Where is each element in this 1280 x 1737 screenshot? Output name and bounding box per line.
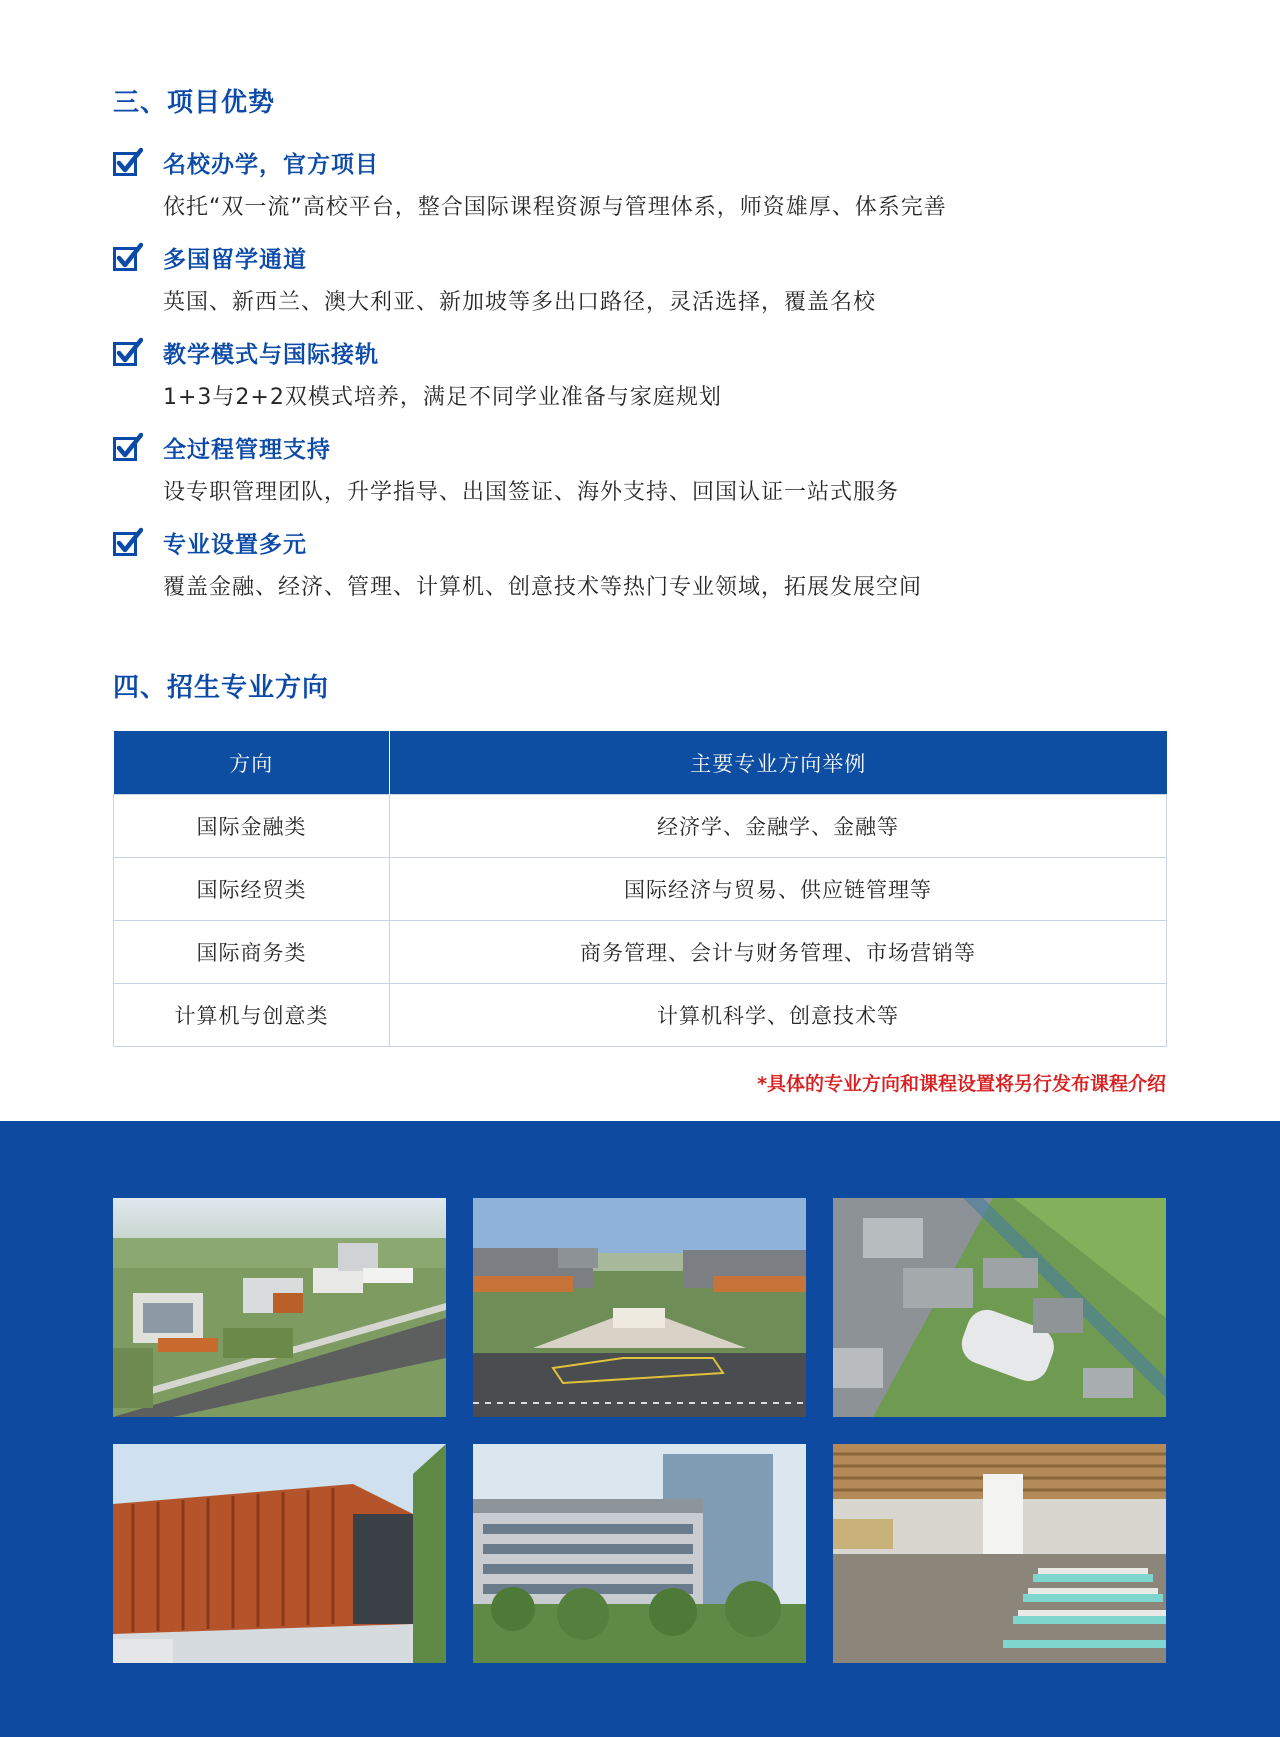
- table-header-row: [114, 731, 1167, 795]
- advantage-item: [113, 520, 1173, 615]
- table-cell-category: 国际金融类: [114, 795, 390, 858]
- canteen-interior-photo: [833, 1444, 1166, 1663]
- table-cell-category: 国际经贸类: [114, 858, 390, 921]
- advantages-list: [113, 140, 1173, 615]
- advantage-item: [113, 140, 1173, 235]
- table-row: [114, 984, 1167, 1047]
- table-row: [114, 858, 1167, 921]
- footnote: *具体的专业方向和课程设置将另行发布课程介绍: [757, 1073, 1166, 1095]
- advantage-title: 专业设置多元: [163, 531, 307, 558]
- table-cell-majors: 计算机科学、创意技术等: [390, 984, 1167, 1047]
- table-cell-majors: 经济学、金融学、金融等: [390, 795, 1167, 858]
- checkbox-checked-icon: [113, 527, 143, 557]
- campus-overhead-photo: [833, 1198, 1166, 1417]
- advantage-item: [113, 235, 1173, 330]
- campus-gate-photo: [473, 1198, 806, 1417]
- advantage-desc: 设专职管理团队，升学指导、出国签证、海外支持、回国认证一站式服务: [163, 480, 900, 505]
- advantage-desc: 英国、新西兰、澳大利亚、新加坡等多出口路径，灵活选择，覆盖名校: [163, 290, 877, 315]
- checkbox-checked-icon: [113, 242, 143, 272]
- advantage-desc: 覆盖金融、经济、管理、计算机、创意技术等热门专业领域，拓展发展空间: [163, 575, 923, 600]
- table-cell-majors: 国际经济与贸易、供应链管理等: [390, 858, 1167, 921]
- table-header-cell: 主要专业方向举例: [390, 731, 1167, 795]
- advantage-title: 教学模式与国际接轨: [163, 341, 379, 368]
- table-header-cell: 方向: [114, 731, 390, 795]
- section-title-advantages: 三、项目优势: [113, 88, 276, 118]
- table-cell-category: 国际商务类: [114, 921, 390, 984]
- table-row: [114, 921, 1167, 984]
- campus-aerial-photo: [113, 1198, 446, 1417]
- advantage-title: 全过程管理支持: [163, 436, 331, 463]
- advantage-item: [113, 330, 1173, 425]
- table-row: [114, 795, 1167, 858]
- checkbox-checked-icon: [113, 147, 143, 177]
- advantage-desc: 1+3与2+2双模式培养，满足不同学业准备与家庭规划: [163, 385, 722, 410]
- checkbox-checked-icon: [113, 337, 143, 367]
- advantage-title: 名校办学，官方项目: [163, 151, 379, 178]
- advantage-title: 多国留学通道: [163, 246, 307, 273]
- section-title-majors: 四、招生专业方向: [113, 673, 330, 703]
- table-cell-category: 计算机与创意类: [114, 984, 390, 1047]
- advantage-item: [113, 425, 1173, 520]
- teaching-building-photo: [473, 1444, 806, 1663]
- table-cell-majors: 商务管理、会计与财务管理、市场营销等: [390, 921, 1167, 984]
- majors-table: [113, 731, 1167, 1047]
- orange-building-photo: [113, 1444, 446, 1663]
- advantage-desc: 依托“双一流”高校平台，整合国际课程资源与管理体系，师资雄厚、体系完善: [163, 195, 947, 220]
- checkbox-checked-icon: [113, 432, 143, 462]
